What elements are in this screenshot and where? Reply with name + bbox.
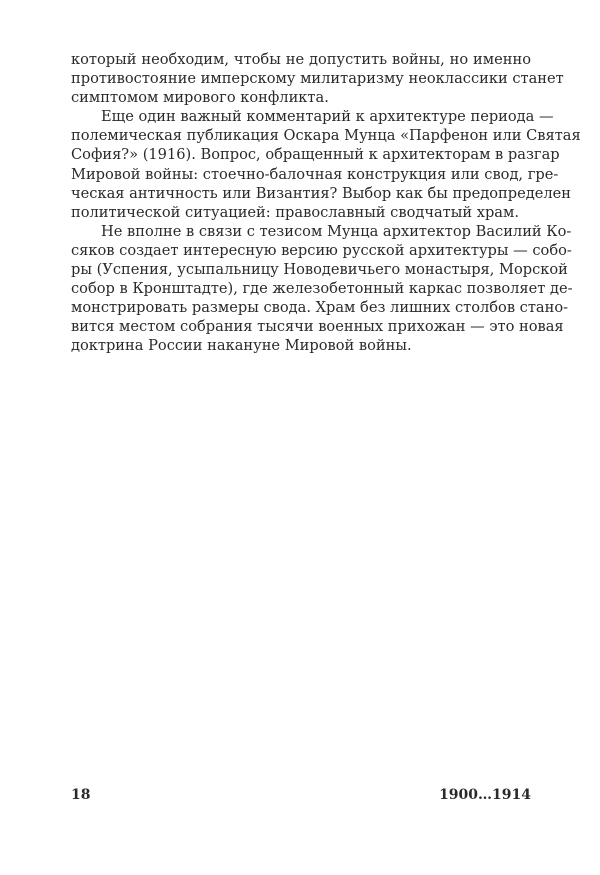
text-line: симптомом мирового конфликта. (71, 89, 329, 107)
text-line: собор в Кронштадте), где железобетонный каркас позволяет де- (71, 280, 573, 298)
text-line: София?» (1916). Вопрос, обращенный к архитекторам в разгар (71, 146, 560, 164)
page-footer (71, 787, 531, 803)
text-line: ческая античность или Византия? Выбор как бы предопределен (71, 184, 571, 202)
text-line: противостояние имперскому милитаризму неоклассики станет (71, 70, 564, 88)
text-line: политической ситуацией: православный сводчатый храм. (71, 203, 520, 221)
page-number: 18 (71, 787, 91, 803)
text-line: вится местом собрания тысячи военных прихожан — это новая (71, 318, 564, 336)
text-line: который необходим, чтобы не допустить войны, но именно (71, 51, 531, 68)
running-title: 1900…1914 (439, 787, 531, 803)
text-line: полемическая публикация Оскара Мунца «Парфенон или Святая (71, 127, 581, 145)
text-line: ры (Успения, усыпальницу Новодевичьего монастыря, Морской (71, 261, 568, 279)
text-line: доктрина России накануне Мировой войны. (71, 337, 412, 355)
text-line: Еще один важный комментарий к архитектуре периода — (101, 108, 554, 126)
text-line: монстрировать размеры свода. Храм без лишних столбов стано- (71, 299, 569, 317)
text-line: сяков создает интересную версию русской архитектуры — собо- (71, 241, 572, 259)
text-line: Мировой войны: стоечно-балочная конструкция или свод, гре- (71, 165, 559, 183)
body-text (71, 50, 581, 356)
text-line: Не вполне в связи с тезисом Мунца архитектор Василий Ко- (101, 222, 572, 240)
